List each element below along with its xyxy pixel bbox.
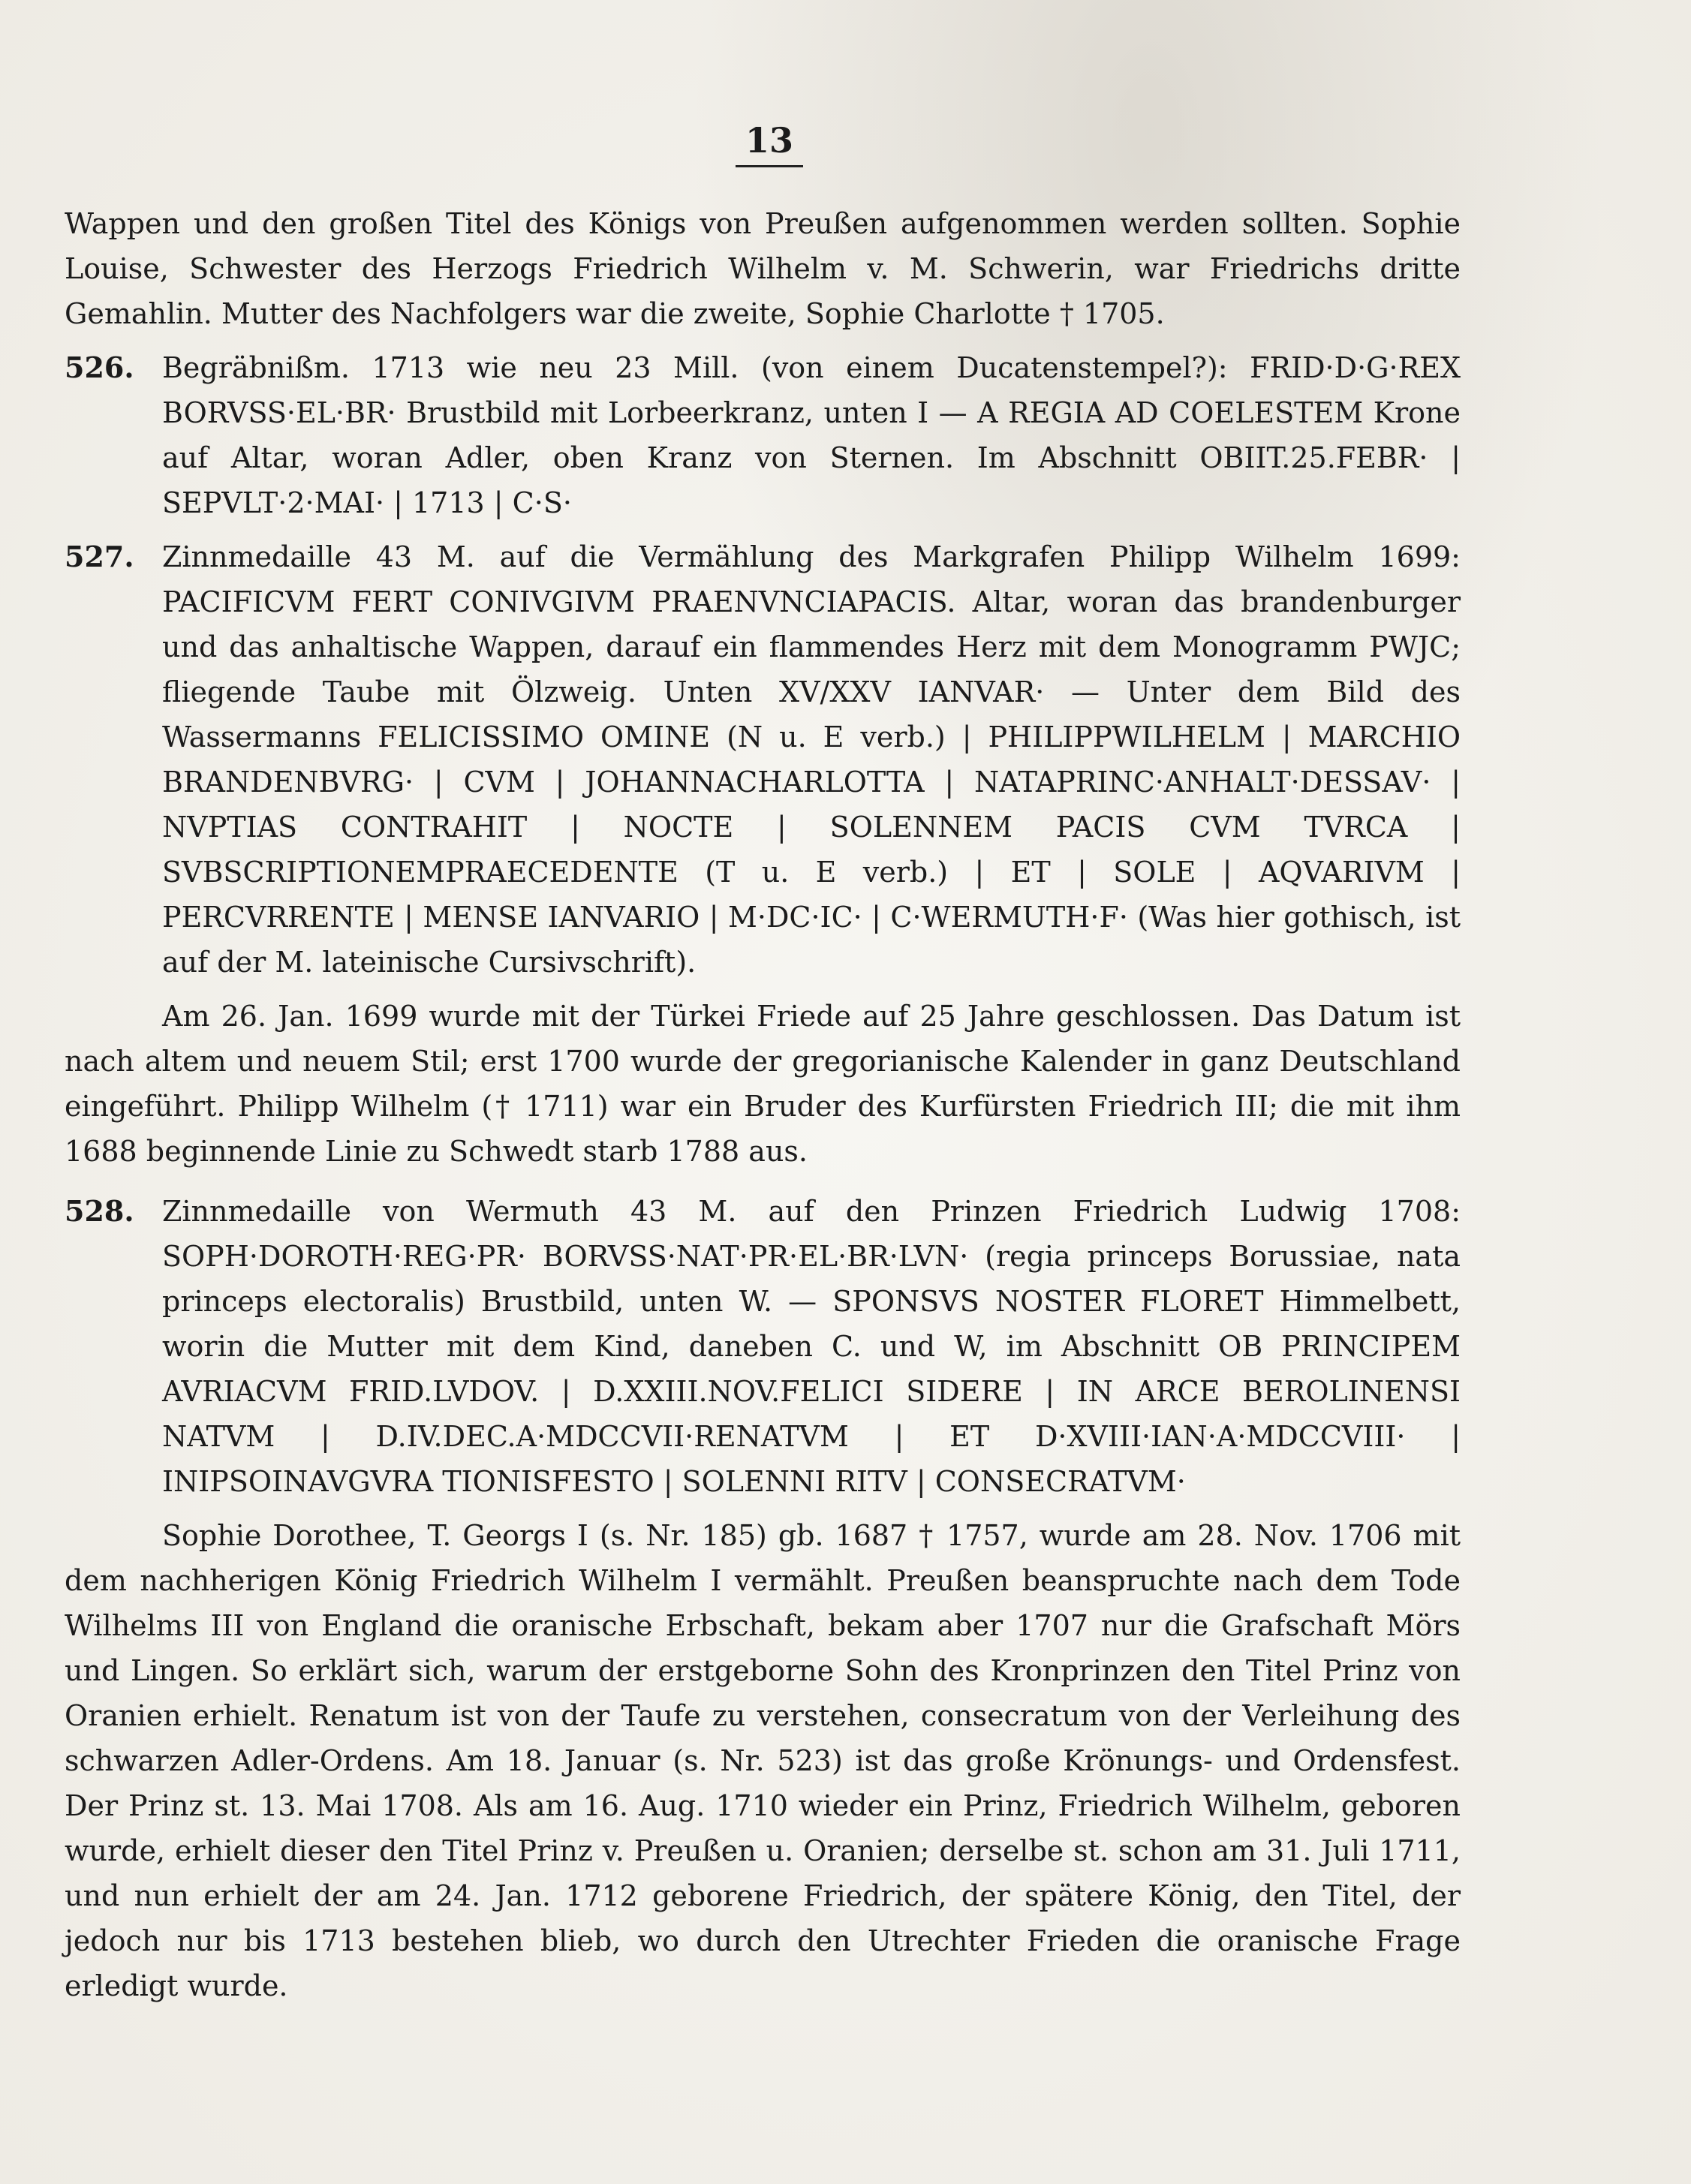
entry-number: 527. bbox=[65, 540, 134, 573]
page-number: 13 bbox=[736, 120, 803, 167]
entry-number: 526. bbox=[65, 350, 134, 384]
entry-number: 528. bbox=[65, 1194, 134, 1228]
entry-527 bbox=[65, 534, 1461, 985]
entry-text: Zinnmedaille von Wermuth 43 M. auf den Prinzen Friedrich Ludwig 1708: SOPH·DOROTH·REG·PR· BORVSS·NAT·PR·EL·BR·LVN· (regia princeps Borussiae, nata princeps electoralis) Brustbild, unten W. — SPONSVS NOSTER FLORET Himmelbett, worin die Mutter mit dem Kind, daneben C. und W, im Abschnitt OB PRINCIPEM AVRIACVM FRID.LVDOV. | D.XXIII.NOV.FELICI SIDERE | IN ARCE BEROLINENSI NATVM | D.IV.DEC.A·MDCCVII·RENATVM | ET D·XVIII·IAN·A·MDCCVIII· | INIPSOINAVGVRA TIONISFESTO | SOLENNI RITV | CONSECRATVM· bbox=[162, 1195, 1461, 1498]
entry-text: Zinnmedaille 43 M. auf die Vermählung des Markgrafen Philipp Wilhelm 1699: PACIFICVM FERT CONIVGIVM PRAENVNCIAPACIS. Altar, woran das brandenburger und das anhaltische Wappen, darauf ein flammendes Herz mit dem Monogramm PWJC; fliegende Taube mit Ölzweig. Unten XV/XXV IANVAR· — Unter dem Bild des Wassermanns FELICISSIMO OMINE (N u. E verb.) | PHILIPPWILHELM | MARCHIO BRANDENBVRG· | CVM | JOHANNACHARLOTTA | NATAPRINC·ANHALT·DESSAV· | NVPTIAS CONTRAHIT | NOCTE | SOLENNEM PACIS CVM TVRCA | SVBSCRIPTIONEMPRAECEDENTE (T u. E verb.) | ET | SOLE | AQVARIVM | PERCVRRENTE | MENSE IANVARIO | M·DC·IC· | C·WERMUTH·F· (Was hier gothisch, ist auf der M. lateinische Cursivschrift). bbox=[162, 540, 1461, 979]
entry-527-note: Am 26. Jan. 1699 wurde mit der Türkei Friede auf 25 Jahre geschlossen. Das Datum ist nach altem und neuem Stil; erst 1700 wurde der gregorianische Kalender in ganz Deutschland eingeführt. Philipp Wilhelm († 1711) war ein Bruder des Kurfürsten Friedrich III; die mit ihm 1688 beginnende Linie zu Schwedt starb 1788 aus. bbox=[65, 1000, 1461, 1168]
page-body bbox=[65, 201, 1461, 2008]
entry-text: Begräbnißm. 1713 wie neu 23 Mill. (von einem Ducatenstempel?): FRID·D·G·REX BORVSS·EL·BR· Brustbild mit Lorbeerkranz, unten I — A REGIA AD COELESTEM Krone auf Altar, woran Adler, oben Kranz von Sternen. Im Abschnitt OBIIT.25.FEBR· | SEPVLT·2·MAI· | 1713 | C·S· bbox=[162, 351, 1461, 519]
entry-528 bbox=[65, 1189, 1461, 1504]
entry-526 bbox=[65, 345, 1461, 525]
entry-528-note: Sophie Dorothee, T. Georgs I (s. Nr. 185) gb. 1687 † 1757, wurde am 28. Nov. 1706 mit dem nachherigen König Friedrich Wilhelm I vermählt. Preußen beanspruchte nach dem Tode Wilhelms III von England die oranische Erbschaft, bekam aber 1707 nur die Grafschaft Mörs und Lingen. So erklärt sich, warum der erstgeborne Sohn des Kronprinzen den Titel Prinz von Oranien erhielt. Renatum ist von der Taufe zu verstehen, consecratum von der Verleihung des schwarzen Adler-Ordens. Am 18. Januar (s. Nr. 523) ist das große Krönungs- und Ordensfest. Der Prinz st. 13. Mai 1708. Als am 16. Aug. 1710 wieder ein Prinz, Friedrich Wilhelm, geboren wurde, erhielt dieser den Titel Prinz v. Preußen u. Oranien; derselbe st. schon am 31. Juli 1711, und nun erhielt der am 24. Jan. 1712 geborene Friedrich, der spätere König, den Titel, der jedoch nur bis 1713 bestehen blieb, wo durch den Utrechter Frieden die oranische Frage erledigt wurde. bbox=[65, 1519, 1461, 2002]
intro-paragraph: Wappen und den großen Titel des Königs von Preußen aufgenommen werden sollten. Sophie Louise, Schwester des Herzogs Friedrich Wilhelm v. M. Schwerin, war Friedrichs dritte Gemahlin. Mutter des Nachfolgers war die zweite, Sophie Charlotte † 1705. bbox=[65, 207, 1461, 330]
